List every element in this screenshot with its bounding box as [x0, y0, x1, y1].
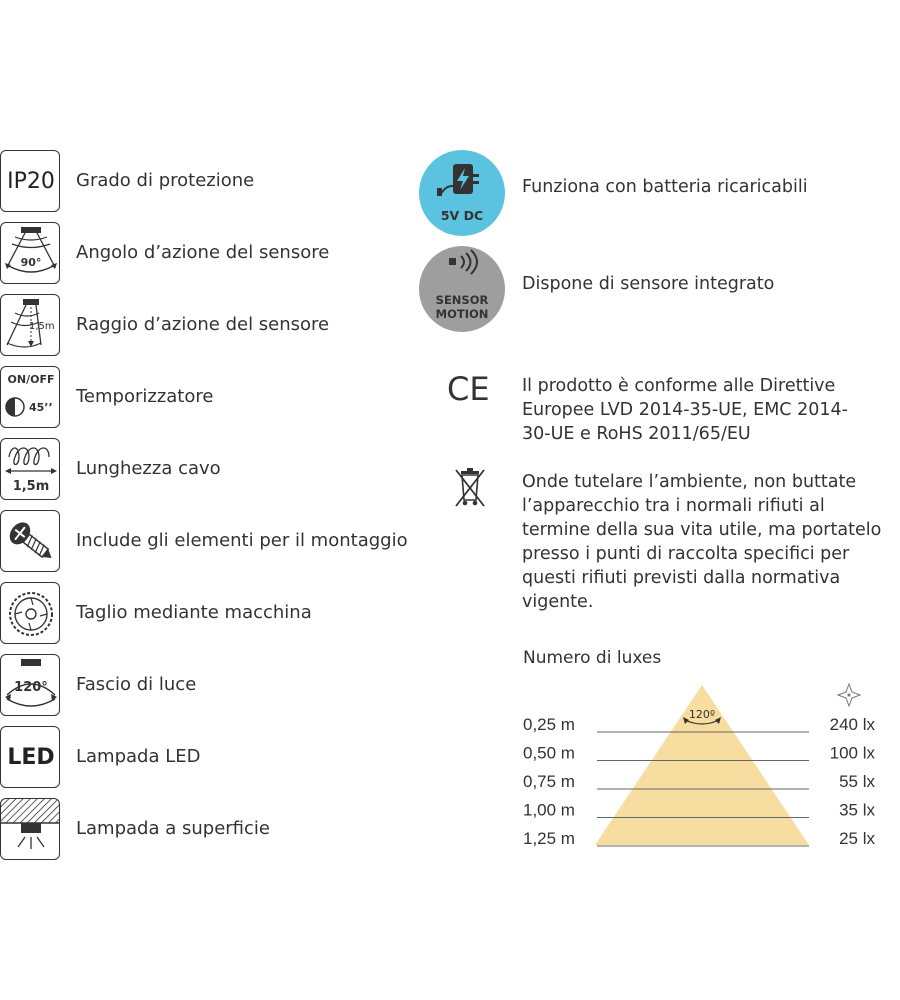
weee-line: vigente.: [522, 592, 594, 612]
feature-label: Lampada a superficie: [76, 818, 270, 839]
feature-row-cutting: [0, 582, 440, 644]
ip20-badge: [0, 150, 60, 212]
weee-line: presso i punti di raccolta specifici per: [522, 544, 850, 564]
lux-chart-title: Numero di luxes: [523, 648, 662, 668]
distance-label: 1,25 m: [523, 829, 575, 848]
feature-label: Lunghezza cavo: [76, 458, 221, 479]
battery-label: Funziona con batteria ricaricabili: [522, 177, 808, 197]
ce-line: 30-UE e RoHS 2011/65/EU: [522, 424, 751, 444]
feature-row-protection: [0, 150, 440, 212]
crossed-bin-icon: [452, 466, 488, 514]
motion-sensor-icon: [419, 246, 505, 332]
sensor-text-line1: SENSOR: [435, 293, 489, 307]
range-value: 1,5m: [29, 321, 55, 332]
surface-lamp-icon: [0, 798, 60, 860]
sensor-text-line2: MOTION: [435, 307, 489, 321]
led-badge: [0, 726, 60, 788]
feature-label: Lampada LED: [76, 746, 201, 767]
compass-star-icon: [838, 684, 860, 706]
weee-line: l’apparecchio tra i normali rifiuti al: [522, 496, 825, 516]
feature-label: Temporizzatore: [76, 386, 214, 407]
screw-icon: [0, 510, 60, 572]
cable-length: 1,5m: [12, 479, 50, 494]
sensor-range-icon: [0, 294, 60, 356]
lux-value: 100 lx: [829, 743, 875, 763]
angle-label: 120º: [688, 708, 716, 721]
sensor-angle-icon: [0, 222, 60, 284]
weee-line: questi rifiuti previsti dalla normativa: [522, 568, 841, 588]
feature-row-timer: [0, 366, 440, 428]
ce-line: Il prodotto è conforme alle Direttive: [522, 376, 836, 396]
weee-text: [522, 470, 900, 614]
ce-text: [522, 374, 900, 446]
feature-row-mounting: [0, 510, 440, 572]
distance-label: 0,50 m: [523, 743, 575, 763]
timer-value: 45’’: [29, 401, 53, 414]
feature-label: Grado di protezione: [76, 170, 255, 191]
led-text: LED: [7, 745, 55, 770]
feature-label: Include gli elementi per il montaggio: [76, 530, 408, 551]
lux-chart: [515, 640, 895, 870]
feature-row-cable: [0, 438, 440, 500]
saw-blade-icon: [0, 582, 60, 644]
sensor-label: Dispone di sensore integrato: [522, 274, 775, 294]
feature-row-beam: [0, 654, 440, 716]
ce-mark-icon: CE: [447, 370, 490, 408]
light-beam-icon: [0, 654, 60, 716]
angle-value: 90°: [20, 256, 42, 269]
feature-row-led: [0, 726, 440, 788]
lux-value: 240 lx: [829, 715, 875, 734]
feature-label: Fascio di luce: [76, 674, 197, 695]
rechargeable-battery-icon: [419, 150, 505, 236]
distance-label: 0,75 m: [523, 772, 575, 791]
feature-row-sensor-angle: [0, 222, 440, 284]
ce-line: Europee LVD 2014-35-UE, EMC 2014-: [522, 400, 848, 420]
beam-angle: 120°: [14, 680, 48, 695]
lux-value: 25 lx: [839, 829, 875, 848]
feature-label: Taglio mediante macchina: [76, 602, 312, 623]
feature-row-surface: [0, 798, 440, 860]
weee-line: termine della sua vita utile, ma portatelo: [522, 520, 882, 540]
lux-value: 35 lx: [839, 800, 875, 820]
cable-coil-icon: [0, 438, 60, 500]
on-off-text: ON/OFF: [7, 373, 55, 386]
distance-label: 1,00 m: [523, 800, 575, 820]
feature-label: Raggio d’azione del sensore: [76, 314, 330, 335]
distance-label: 0,25 m: [523, 715, 575, 734]
weee-line: Onde tutelare l’ambiente, non buttate: [522, 472, 857, 492]
timer-icon: [0, 366, 60, 428]
lux-diagram: [515, 640, 895, 870]
feature-row-sensor-range: [0, 294, 440, 356]
ip20-text: IP20: [7, 169, 55, 194]
lux-value: 55 lx: [839, 772, 875, 791]
feature-label: Angolo d’azione del sensore: [76, 242, 330, 263]
voltage-text: 5V DC: [440, 208, 484, 223]
